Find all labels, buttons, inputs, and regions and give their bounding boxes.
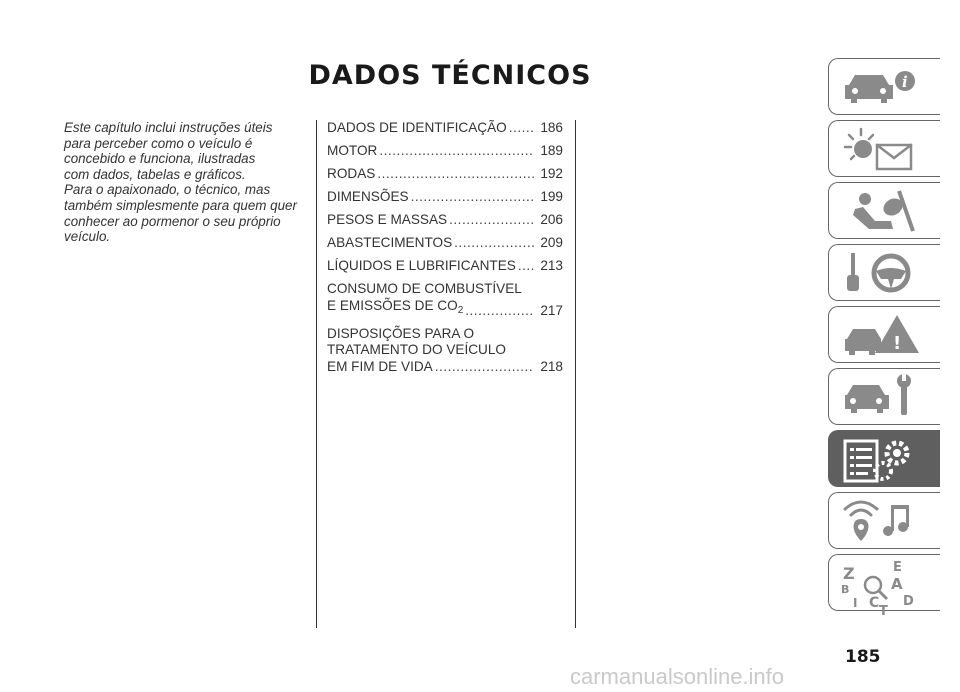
intro-line: Para o apaixonado, o técnico, mas: [64, 182, 271, 198]
toc-entry[interactable]: [327, 235, 563, 252]
toc-entry[interactable]: [327, 166, 563, 183]
index-letter: A: [891, 575, 903, 593]
svg-text:i: i: [902, 73, 908, 91]
tab-starting-driving[interactable]: [828, 244, 940, 301]
toc-leader-dots: [518, 258, 534, 275]
intro-line: para perceber como o veículo é: [64, 135, 253, 151]
index-letters-icon: [841, 559, 921, 615]
toc-page: 217: [540, 302, 563, 318]
intro-line: Este capítulo inclui instruções úteis: [64, 120, 273, 135]
index-letter: B: [841, 583, 850, 596]
toc-label-line: DISPOSIÇÕES PARA O: [327, 325, 475, 341]
car-maintenance-icon: [841, 373, 921, 421]
index-letter: Z: [843, 564, 855, 583]
toc-leader-dots: [377, 166, 534, 183]
index-letter: E: [893, 560, 902, 575]
index-letter: T: [879, 604, 888, 615]
toc-label: MOTOR: [327, 143, 378, 158]
tab-emergency[interactable]: [828, 306, 940, 363]
toc-leader-dots: [454, 235, 534, 252]
toc-page: 206: [540, 212, 563, 227]
toc-entry[interactable]: [327, 258, 563, 275]
toc-leader-dots: [379, 143, 534, 160]
toc-page: 186: [540, 120, 563, 135]
index-letter: C: [869, 595, 880, 611]
toc-entry[interactable]: [327, 212, 563, 229]
warning-lights-message-icon: [841, 125, 921, 173]
toc-leader-dots: [509, 120, 535, 137]
index-letter: I: [853, 596, 858, 610]
tab-car-info[interactable]: [828, 58, 940, 115]
toc-label-line: TRATAMENTO DO VEÍCULO: [327, 342, 507, 357]
intro-line: veículo.: [64, 229, 111, 245]
toc-page: 209: [540, 235, 563, 250]
toc-entry[interactable]: [327, 120, 563, 137]
toc-leader-dots: [449, 212, 534, 229]
toc-entry[interactable]: [327, 326, 563, 376]
table-of-contents: [327, 120, 563, 382]
car-info-icon: [841, 63, 921, 111]
tab-maintenance[interactable]: [828, 368, 940, 425]
toc-leader-dots: [411, 189, 535, 206]
tab-safety[interactable]: [828, 182, 940, 239]
toc-label: PESOS E MASSAS: [327, 212, 448, 227]
toc-label-line: CONSUMO DE COMBUSTÍVEL: [327, 281, 522, 296]
toc-leader-dots: [465, 303, 534, 320]
toc-entry[interactable]: [327, 281, 563, 319]
key-steering-wheel-icon: [841, 249, 921, 297]
toc-entry[interactable]: [327, 189, 563, 206]
car-emergency-icon: [841, 311, 921, 359]
tab-warning-lights[interactable]: [828, 120, 940, 177]
toc-page: 213: [540, 258, 563, 273]
toc-label: DADOS DE IDENTIFICAÇÃO: [327, 120, 507, 135]
svg-text:!: !: [893, 333, 902, 354]
intro-line: concebido e funciona, ilustradas: [64, 151, 256, 167]
toc-page: 218: [540, 358, 563, 374]
chapter-intro: [64, 120, 309, 245]
tab-index[interactable]: [828, 554, 940, 615]
toc-subscript: 2: [457, 304, 464, 316]
tab-multimedia[interactable]: [828, 492, 940, 549]
index-letter: D: [903, 594, 914, 609]
toc-page: 199: [540, 189, 563, 204]
toc-entry[interactable]: [327, 143, 563, 160]
toc-label: E EMISSÕES DE CO: [327, 297, 458, 313]
column-divider: [316, 120, 317, 628]
toc-label: DIMENSÕES: [327, 189, 409, 204]
toc-page: 189: [540, 143, 563, 158]
airbag-seat-icon: [841, 187, 921, 235]
intro-line: também simplesmente para quem quer: [64, 197, 297, 213]
tab-technical-data[interactable]: [828, 430, 940, 487]
intro-line: com dados, tabelas e gráficos.: [64, 166, 246, 182]
column-divider: [575, 120, 576, 628]
toc-page: 192: [540, 166, 563, 181]
toc-label: LÍQUIDOS E LUBRIFICANTES: [327, 258, 516, 273]
toc-label: EM FIM DE VIDA: [327, 358, 433, 374]
watermark-text: carmanualsonline.info: [570, 664, 785, 689]
toc-leader-dots: [435, 359, 535, 376]
page-title: DADOS TÉCNICOS: [308, 60, 592, 91]
page-number: 185: [845, 647, 881, 667]
intro-line: conhecer ao pormenor o seu próprio: [64, 213, 281, 229]
multimedia-icon: [841, 497, 921, 545]
toc-label: ABASTECIMENTOS: [327, 235, 453, 250]
toc-label: RODAS: [327, 166, 376, 181]
technical-data-icon: [841, 435, 921, 485]
